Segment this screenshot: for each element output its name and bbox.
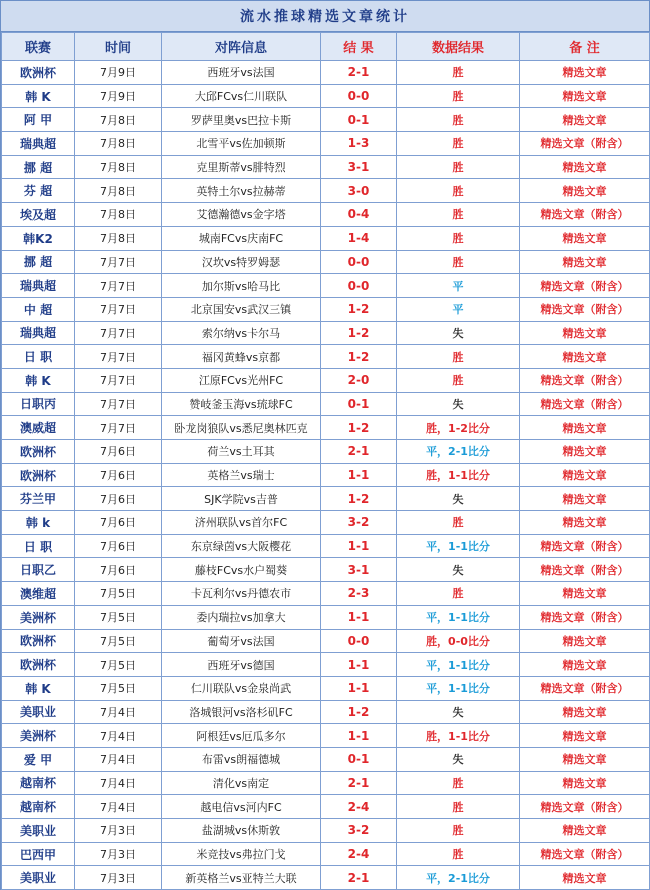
data-result-cell: 胜 [397,842,520,866]
table-row [2,582,650,606]
league-cell: 欧洲杯 [2,61,75,85]
date-cell: 7月4日 [75,724,162,748]
data-result-cell: 平 [397,274,520,298]
date-cell: 7月8日 [75,226,162,250]
league-cell: 日 职 [2,534,75,558]
note-cell: 精选文章 [520,866,650,890]
date-cell: 7月6日 [75,463,162,487]
score-cell: 2-1 [321,866,397,890]
match-cell: 卡瓦利尔vs丹德农市 [162,582,321,606]
table-row [2,440,650,464]
table-row [2,416,650,440]
date-cell: 7月6日 [75,534,162,558]
note-cell: 精选文章 [520,61,650,85]
match-cell: 福冈黄蜂vs京都 [162,345,321,369]
match-cell: SJK学院vs吉普 [162,487,321,511]
note-cell: 精选文章 [520,250,650,274]
match-cell: 英特土尔vs拉赫蒂 [162,179,321,203]
note-cell: 精选文章 [520,416,650,440]
league-cell: 瑞典超 [2,274,75,298]
table-row [2,866,650,890]
data-result-cell: 胜 [397,132,520,156]
match-cell: 清化vs南定 [162,771,321,795]
note-cell: 精选文章 [520,582,650,606]
table-row [2,321,650,345]
match-cell: 西班牙vs德国 [162,653,321,677]
score-cell: 1-1 [321,605,397,629]
data-result-cell: 胜，1-1比分 [397,463,520,487]
score-cell: 0-0 [321,250,397,274]
data-result-cell: 失 [397,700,520,724]
league-cell: 日职乙 [2,558,75,582]
league-cell: 美职业 [2,819,75,843]
note-cell: 精选文章（附含） [520,558,650,582]
league-cell: 埃及超 [2,203,75,227]
match-cell: 西班牙vs法国 [162,61,321,85]
note-cell: 精选文章（附含） [520,842,650,866]
data-result-cell: 胜 [397,345,520,369]
score-cell: 2-1 [321,440,397,464]
table-row [2,84,650,108]
note-cell: 精选文章 [520,653,650,677]
date-cell: 7月7日 [75,345,162,369]
league-cell: 韩K2 [2,226,75,250]
match-cell: 盐湖城vs休斯敦 [162,819,321,843]
score-cell: 3-2 [321,511,397,535]
score-cell: 2-0 [321,368,397,392]
table-row [2,487,650,511]
match-cell: 洛城银河vs洛杉矶FC [162,700,321,724]
match-cell: 大邱FCvs仁川联队 [162,84,321,108]
score-cell: 1-2 [321,345,397,369]
table-header-row [2,33,650,61]
league-cell: 爱 甲 [2,747,75,771]
table-row [2,132,650,156]
data-result-cell: 胜 [397,203,520,227]
score-cell: 3-0 [321,179,397,203]
match-cell: 罗萨里奥vs巴拉卡斯 [162,108,321,132]
note-cell: 精选文章 [520,771,650,795]
note-cell: 精选文章（附含） [520,676,650,700]
league-cell: 美职业 [2,866,75,890]
score-cell: 1-2 [321,321,397,345]
score-cell: 2-4 [321,842,397,866]
match-cell: 克里斯蒂vs腓特烈 [162,155,321,179]
score-cell: 1-2 [321,297,397,321]
data-result-cell: 胜，0-0比分 [397,629,520,653]
date-cell: 7月8日 [75,179,162,203]
note-cell: 精选文章（附含） [520,605,650,629]
league-cell: 瑞典超 [2,132,75,156]
score-cell: 2-4 [321,795,397,819]
table-row [2,558,650,582]
data-result-cell: 胜 [397,61,520,85]
table-row [2,392,650,416]
data-result-cell: 失 [397,747,520,771]
note-cell: 精选文章 [520,629,650,653]
score-cell: 3-1 [321,155,397,179]
score-cell: 3-2 [321,819,397,843]
note-cell: 精选文章 [520,84,650,108]
table-row [2,747,650,771]
note-cell: 精选文章（附含） [520,203,650,227]
sheet-title: 流水推球精选文章统计 [1,1,649,32]
date-cell: 7月7日 [75,416,162,440]
note-cell: 精选文章 [520,108,650,132]
score-cell: 0-1 [321,747,397,771]
score-cell: 0-1 [321,108,397,132]
note-cell: 精选文章 [520,511,650,535]
match-cell: 城南FCvs庆南FC [162,226,321,250]
score-cell: 1-1 [321,676,397,700]
league-cell: 挪 超 [2,250,75,274]
note-cell: 精选文章（附含） [520,132,650,156]
league-cell: 欧洲杯 [2,440,75,464]
date-cell: 7月5日 [75,676,162,700]
match-cell: 北京国安vs武汉三镇 [162,297,321,321]
match-cell: 越电信vs河内FC [162,795,321,819]
date-cell: 7月6日 [75,440,162,464]
table-row [2,345,650,369]
match-cell: 加尔斯vs哈马比 [162,274,321,298]
table-row [2,368,650,392]
table-row [2,653,650,677]
data-result-cell: 平 [397,297,520,321]
date-cell: 7月7日 [75,392,162,416]
table-row [2,534,650,558]
score-cell: 2-3 [321,582,397,606]
match-cell: 卧龙岗狼队vs悉尼奥林匹克 [162,416,321,440]
note-cell: 精选文章 [520,155,650,179]
score-cell: 1-2 [321,487,397,511]
match-cell: 葡萄牙vs法国 [162,629,321,653]
note-cell: 精选文章 [520,724,650,748]
data-result-cell: 胜 [397,155,520,179]
data-result-cell: 胜 [397,819,520,843]
league-cell: 阿 甲 [2,108,75,132]
data-result-cell: 失 [397,487,520,511]
date-cell: 7月8日 [75,203,162,227]
league-cell: 欧洲杯 [2,629,75,653]
date-cell: 7月5日 [75,629,162,653]
note-cell: 精选文章（附含） [520,534,650,558]
data-result-cell: 胜 [397,179,520,203]
date-cell: 7月7日 [75,368,162,392]
table-body [2,61,650,890]
date-cell: 7月5日 [75,582,162,606]
league-cell: 欧洲杯 [2,653,75,677]
note-cell: 精选文章 [520,463,650,487]
league-cell: 中 超 [2,297,75,321]
date-cell: 7月6日 [75,558,162,582]
table-row [2,274,650,298]
table-row [2,700,650,724]
note-cell: 精选文章（附含） [520,368,650,392]
score-cell: 0-0 [321,629,397,653]
date-cell: 7月7日 [75,297,162,321]
data-result-cell: 平，1-1比分 [397,653,520,677]
note-cell: 精选文章 [520,700,650,724]
match-cell: 新英格兰vs亚特兰大联 [162,866,321,890]
league-cell: 欧洲杯 [2,463,75,487]
match-cell: 江原FCvs光州FC [162,368,321,392]
note-cell: 精选文章 [520,226,650,250]
table-row [2,819,650,843]
data-result-cell: 平，1-1比分 [397,534,520,558]
table-row [2,155,650,179]
table-row [2,724,650,748]
table-row [2,605,650,629]
date-cell: 7月8日 [75,108,162,132]
date-cell: 7月4日 [75,795,162,819]
league-cell: 澳维超 [2,582,75,606]
header-match: 对阵信息 [162,33,321,61]
data-result-cell: 胜 [397,250,520,274]
league-cell: 澳威超 [2,416,75,440]
data-result-cell: 胜 [397,795,520,819]
table-row [2,511,650,535]
note-cell: 精选文章（附含） [520,795,650,819]
score-cell: 1-2 [321,416,397,440]
note-cell: 精选文章 [520,179,650,203]
league-cell: 美职业 [2,700,75,724]
match-cell: 北雪平vs佐加顿斯 [162,132,321,156]
header-data-result: 数据结果 [397,33,520,61]
note-cell: 精选文章 [520,819,650,843]
data-result-cell: 胜 [397,368,520,392]
match-cell: 布雷vs朗福德城 [162,747,321,771]
date-cell: 7月6日 [75,487,162,511]
score-cell: 1-1 [321,534,397,558]
data-result-cell: 胜 [397,582,520,606]
table-row [2,203,650,227]
note-cell: 精选文章 [520,487,650,511]
match-cell: 东京绿茵vs大阪樱花 [162,534,321,558]
date-cell: 7月3日 [75,866,162,890]
score-cell: 1-1 [321,653,397,677]
header-note: 备 注 [520,33,650,61]
note-cell: 精选文章（附含） [520,297,650,321]
table-row [2,61,650,85]
table-row [2,842,650,866]
league-cell: 美洲杯 [2,724,75,748]
data-result-cell: 平，2-1比分 [397,866,520,890]
league-cell: 美洲杯 [2,605,75,629]
match-cell: 济州联队vs首尔FC [162,511,321,535]
match-cell: 藤枝FCvs水户蜀葵 [162,558,321,582]
table-row [2,108,650,132]
table-row [2,771,650,795]
score-cell: 0-0 [321,84,397,108]
date-cell: 7月8日 [75,132,162,156]
date-cell: 7月9日 [75,61,162,85]
date-cell: 7月6日 [75,511,162,535]
date-cell: 7月5日 [75,653,162,677]
date-cell: 7月4日 [75,700,162,724]
results-table [1,32,650,890]
header-league: 联赛 [2,33,75,61]
table-row [2,629,650,653]
table-row [2,676,650,700]
note-cell: 精选文章（附含） [520,392,650,416]
match-cell: 米竞技vs弗拉门戈 [162,842,321,866]
score-cell: 0-1 [321,392,397,416]
score-cell: 2-1 [321,771,397,795]
date-cell: 7月3日 [75,819,162,843]
table-row [2,297,650,321]
league-cell: 韩 k [2,511,75,535]
date-cell: 7月7日 [75,274,162,298]
score-cell: 0-4 [321,203,397,227]
data-result-cell: 胜，1-2比分 [397,416,520,440]
score-cell: 1-1 [321,463,397,487]
data-result-cell: 失 [397,558,520,582]
table-row [2,179,650,203]
league-cell: 韩 K [2,84,75,108]
note-cell: 精选文章 [520,345,650,369]
league-cell: 巴西甲 [2,842,75,866]
league-cell: 日 职 [2,345,75,369]
header-score: 结 果 [321,33,397,61]
table-row [2,795,650,819]
match-cell: 荷兰vs土耳其 [162,440,321,464]
league-cell: 挪 超 [2,155,75,179]
league-cell: 日职丙 [2,392,75,416]
header-date: 时间 [75,33,162,61]
data-result-cell: 胜 [397,84,520,108]
date-cell: 7月5日 [75,605,162,629]
score-cell: 0-0 [321,274,397,298]
data-result-cell: 胜 [397,108,520,132]
match-cell: 英格兰vs瑞士 [162,463,321,487]
score-cell: 1-1 [321,724,397,748]
match-cell: 委内瑞拉vs加拿大 [162,605,321,629]
note-cell: 精选文章 [520,747,650,771]
match-cell: 艾德瀚德vs金字塔 [162,203,321,227]
league-cell: 越南杯 [2,771,75,795]
league-cell: 瑞典超 [2,321,75,345]
date-cell: 7月7日 [75,321,162,345]
date-cell: 7月8日 [75,155,162,179]
table-row [2,226,650,250]
league-cell: 越南杯 [2,795,75,819]
table-row [2,463,650,487]
data-result-cell: 平，1-1比分 [397,605,520,629]
league-cell: 芬兰甲 [2,487,75,511]
match-cell: 阿根廷vs厄瓜多尔 [162,724,321,748]
league-cell: 韩 K [2,368,75,392]
match-cell: 赞岐釜玉海vs琉球FC [162,392,321,416]
data-result-cell: 胜 [397,226,520,250]
note-cell: 精选文章 [520,321,650,345]
score-cell: 1-3 [321,132,397,156]
note-cell: 精选文章 [520,440,650,464]
score-cell: 1-4 [321,226,397,250]
match-cell: 索尔纳vs卡尔马 [162,321,321,345]
data-result-cell: 胜，1-1比分 [397,724,520,748]
date-cell: 7月4日 [75,747,162,771]
note-cell: 精选文章（附含） [520,274,650,298]
data-result-cell: 胜 [397,771,520,795]
date-cell: 7月9日 [75,84,162,108]
score-cell: 2-1 [321,61,397,85]
data-result-cell: 平，1-1比分 [397,676,520,700]
date-cell: 7月4日 [75,771,162,795]
score-cell: 1-2 [321,700,397,724]
date-cell: 7月3日 [75,842,162,866]
data-result-cell: 失 [397,321,520,345]
data-result-cell: 平，2-1比分 [397,440,520,464]
match-cell: 汉坎vs特罗姆瑟 [162,250,321,274]
data-result-cell: 胜 [397,511,520,535]
score-cell: 3-1 [321,558,397,582]
date-cell: 7月7日 [75,250,162,274]
data-result-cell: 失 [397,392,520,416]
table-row [2,250,650,274]
league-cell: 韩 K [2,676,75,700]
league-cell: 芬 超 [2,179,75,203]
match-cell: 仁川联队vs金泉尚武 [162,676,321,700]
